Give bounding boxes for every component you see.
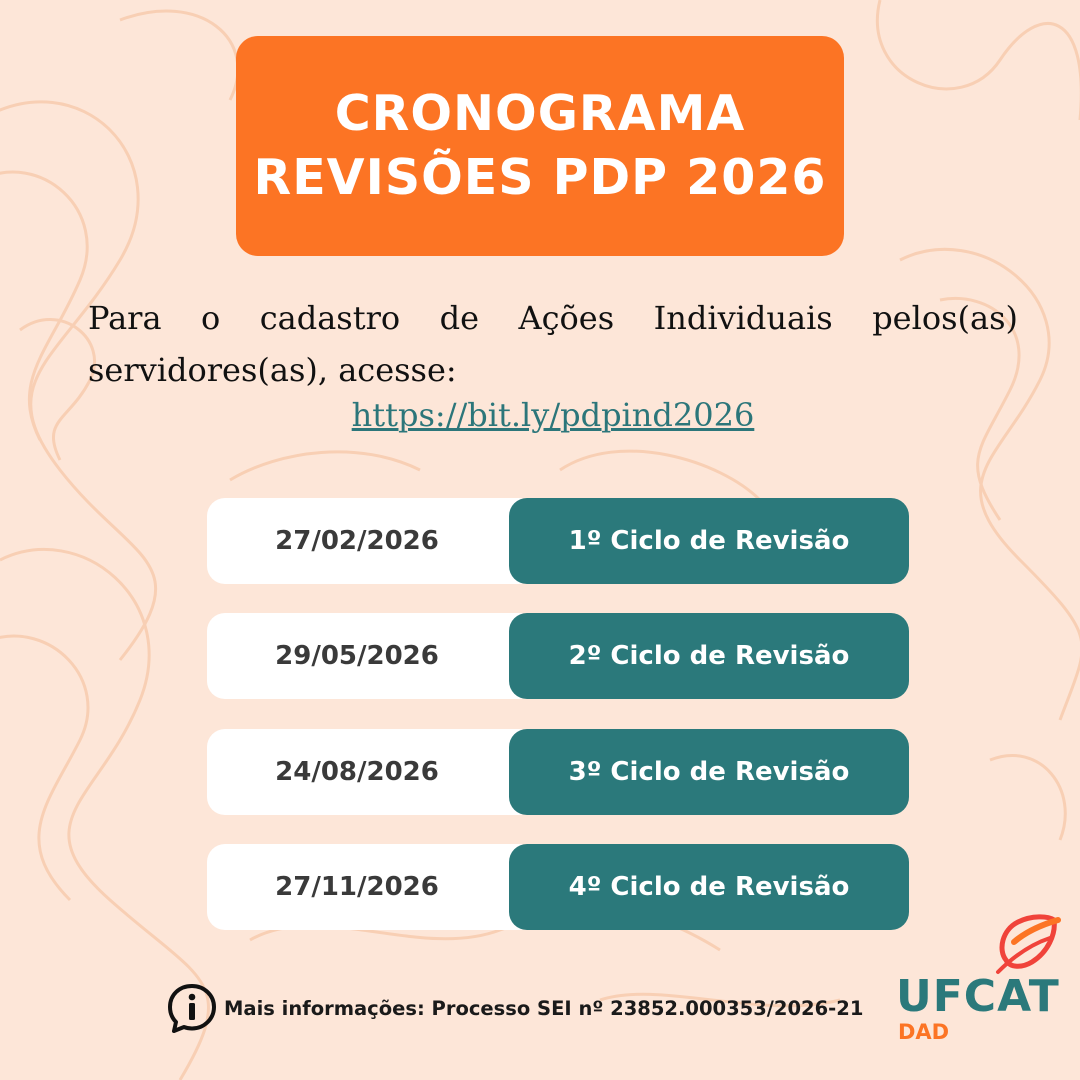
info-icon [166,982,218,1034]
title-line-2: REVISÕES PDP 2026 [253,149,827,206]
footer-info [166,980,863,1036]
schedule-cycle: 1º Ciclo de Revisão [509,498,909,584]
schedule-cycle: 3º Ciclo de Revisão [509,729,909,815]
logo-mark-icon [992,910,1064,978]
logo-subtitle: DAD [898,1020,950,1044]
title-line-1: CRONOGRAMA [334,85,746,142]
footer-info-text: Mais informações: Processo SEI nº 23852.000353/2026-21 [224,996,864,1020]
schedule-date: 24/08/2026 [207,729,537,815]
intro-text: Para o cadastro de Ações Individuais pelos(as) servidores(as), acesse: [88,299,1018,389]
schedule-row [207,729,909,815]
title-banner [236,36,844,256]
schedule-row [207,498,909,584]
schedule-row [207,844,909,930]
registration-link[interactable]: https://bit.ly/pdpind2026 [351,396,755,434]
schedule-cycle: 2º Ciclo de Revisão [509,613,909,699]
schedule-date: 27/11/2026 [207,844,537,930]
schedule-row [207,613,909,699]
ufcat-logo [896,910,1066,1050]
schedule-cycle: 4º Ciclo de Revisão [509,844,909,930]
schedule-date: 27/02/2026 [207,498,537,584]
logo-name: UFCAT [896,971,1060,1022]
schedule-date: 29/05/2026 [207,613,537,699]
